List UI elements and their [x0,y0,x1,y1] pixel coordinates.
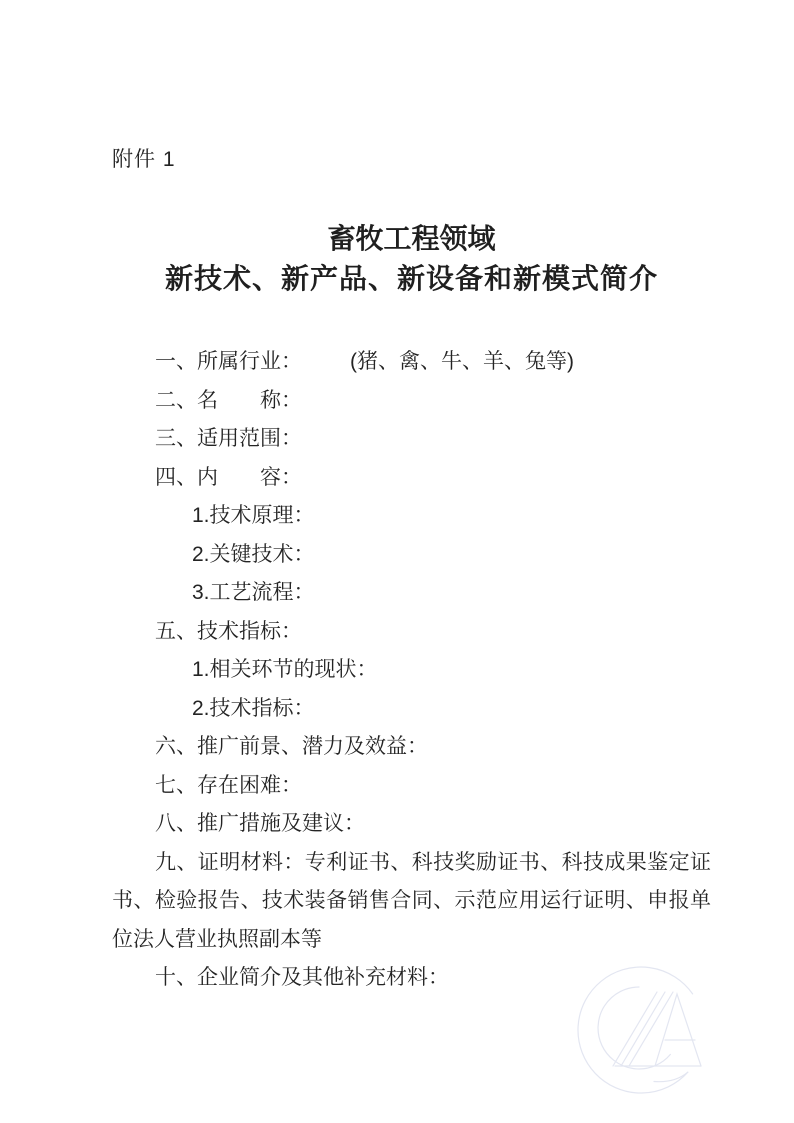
item-difficulties: 七、存在困难： [155,773,302,797]
item-industry-label: 一、所属行业： [155,350,302,373]
sub-item-principle: 1.技术原理： [192,504,315,527]
item-prospects: 六、推广前景、潜力及效益： [155,735,428,758]
title-line-2: 新技术、新产品、新设备和新模式简介 [164,263,658,294]
sub-item-key-tech: 2.关键技术： [192,542,315,566]
item-tech-index: 五、技术指标： [155,619,302,643]
sub-item-process: 3.工艺流程： [192,581,315,604]
item-industry [112,343,711,382]
item-proof-materials: 九、证明材料：专利证书、科技奖励证书、科技成果鉴定证书、检验报告、技术装备销售合同、示范应用运行证明、申报单位法人营业执照副本等 [112,850,711,951]
document-title [112,219,711,299]
item-suggestions: 八、推广措施及建议： [155,812,365,835]
item-name: 二、名 称： [155,388,302,412]
document-body [112,343,711,998]
item-scope: 三、适用范围： [155,427,302,450]
title-line-1: 畜牧工程领域 [327,223,496,254]
item-company-intro: 十、企业简介及其他补充材料： [155,966,449,989]
item-industry-note: (猪、禽、牛、羊、兔等) [350,350,574,373]
attachment-label: 附件 1 [112,148,176,171]
sub-item-indicators: 2.技术指标： [192,696,315,720]
item-content: 四、内 容： [155,465,302,489]
sub-item-status: 1.相关环节的现状： [192,658,378,681]
